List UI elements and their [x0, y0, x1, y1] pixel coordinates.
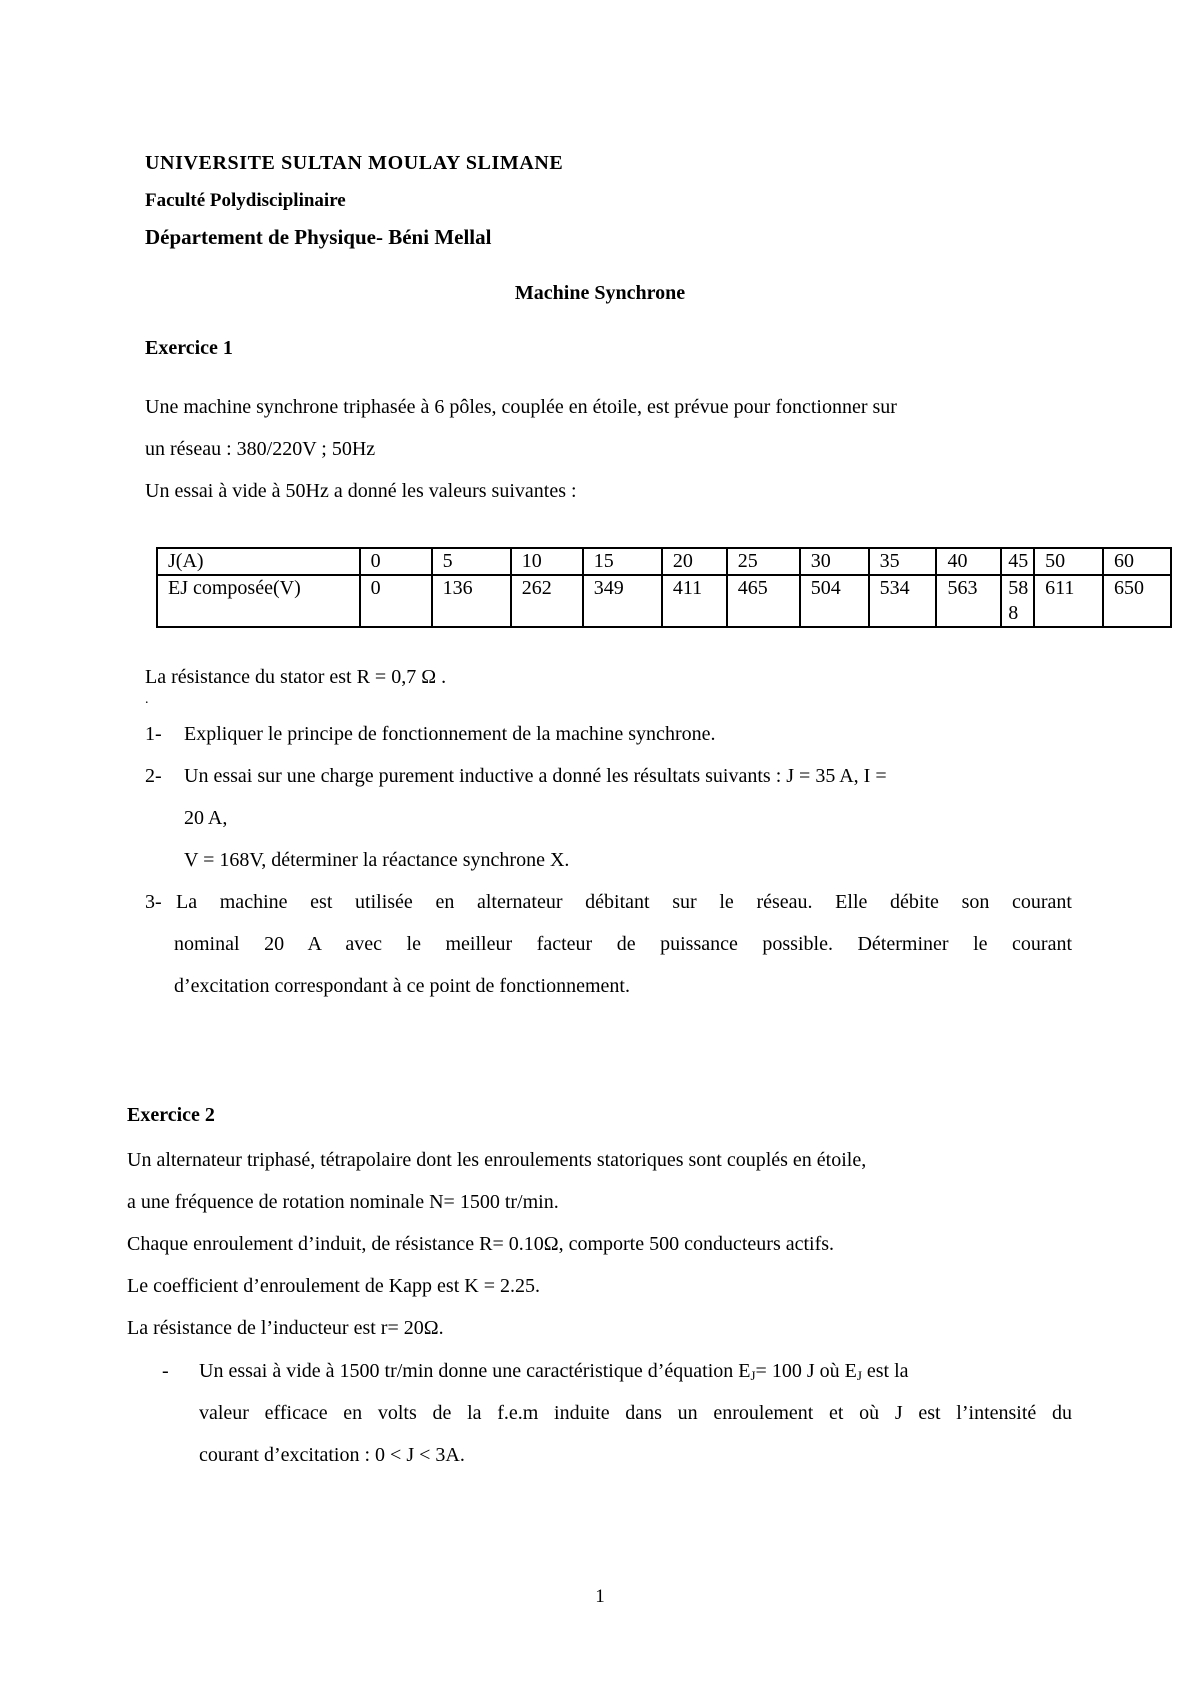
department-name: Département de Physique- Béni Mellal — [145, 225, 492, 249]
subscript-j: J — [750, 1368, 756, 1383]
exercise2-line5: La résistance de l’inducteur est r= 20Ω. — [127, 1317, 444, 1339]
table-cell: 534 — [869, 575, 937, 627]
exercise1-intro-line3: Un essai à vide à 50Hz a donné les valeurs suivantes : — [145, 480, 577, 502]
table-cell: 30 — [800, 548, 869, 575]
exercise1-intro-line1: Une machine synchrone triphasée à 6 pôles, couplée en étoile, est prévue pour fonctionner sur — [145, 396, 897, 418]
table-cell: 563 — [936, 575, 1001, 627]
bullet-line1-part-b: = 100 J où E — [755, 1360, 857, 1382]
exercise2-line2: a une fréquence de rotation nominale N= 1500 tr/min. — [127, 1191, 559, 1213]
bullet-marker: - — [162, 1360, 169, 1382]
table-cell: 40 — [936, 548, 1001, 575]
exercise1-intro-line2: un réseau : 380/220V ; 50Hz — [145, 438, 376, 460]
table-cell: 0 — [360, 548, 432, 575]
table-cell: 136 — [432, 575, 511, 627]
university-name: UNIVERSITE SULTAN MOULAY SLIMANE — [145, 152, 564, 174]
table-header-j: J(A) — [157, 548, 360, 575]
table-cell: 25 — [727, 548, 800, 575]
table-cell: 465 — [727, 575, 800, 627]
table-cell: 0 — [360, 575, 432, 627]
table-cell: 58 8 — [1001, 575, 1034, 627]
bullet-line1-part-c: est la — [861, 1360, 909, 1382]
question-3-line2: nominal 20 A avec le meilleur facteur de puissance possible. Déterminer le courant — [174, 933, 1072, 955]
bullet-line1 — [199, 1357, 1072, 1390]
table-cell: 20 — [662, 548, 727, 575]
table-cell: 50 — [1034, 548, 1103, 575]
question-number: 2- — [145, 765, 162, 787]
table-cell: 504 — [800, 575, 869, 627]
table-cell: 349 — [583, 575, 662, 627]
page-number: 1 — [595, 1586, 605, 1607]
table-cell: 650 — [1103, 575, 1171, 627]
question-3-line3: d’excitation correspondant à ce point de fonctionnement. — [174, 975, 630, 997]
exercise1-title: Exercice 1 — [145, 337, 233, 359]
exercise2-line3: Chaque enroulement d’induit, de résistance R= 0.10Ω, comporte 500 conducteurs actifs. — [127, 1233, 835, 1255]
table-cell: 10 — [511, 548, 583, 575]
exercise2-title: Exercice 2 — [127, 1104, 215, 1126]
question-2-line1: Un essai sur une charge purement inductive a donné les résultats suivants : J = 35 A, I = — [184, 765, 887, 787]
question-number: 3- — [145, 891, 162, 913]
table-cell: 45 — [1001, 548, 1034, 575]
table-cell: 35 — [869, 548, 937, 575]
question-2-line3: V = 168V, déterminer la réactance synchrone X. — [184, 849, 570, 871]
table-cell: 15 — [583, 548, 662, 575]
question-3-line1: La machine est utilisée en alternateur débitant sur le réseau. Elle débite son courant — [176, 891, 1072, 913]
table-cell: 60 — [1103, 548, 1171, 575]
bullet-line3: courant d’excitation : 0 < J < 3A. — [199, 1444, 465, 1466]
table-cell: 611 — [1034, 575, 1103, 627]
question-number: 1- — [145, 723, 162, 745]
bullet-line2: valeur efficace en volts de la f.e.m induite dans un enroulement et où J est l’intensité du — [199, 1402, 1072, 1424]
table-cell: 411 — [662, 575, 727, 627]
stray-dot: . — [145, 692, 149, 707]
exercise2-line1: Un alternateur triphasé, tétrapolaire dont les enroulements statoriques sont couplés en étoile, — [127, 1149, 867, 1171]
no-load-test-table — [156, 547, 1172, 628]
question-1-text: Expliquer le principe de fonctionnement de la machine synchrone. — [184, 723, 716, 745]
faculty-name: Faculté Polydisciplinaire — [145, 190, 346, 211]
table-row-current — [157, 548, 1171, 575]
bullet-line1-part-a: Un essai à vide à 1500 tr/min donne une caractéristique d’équation E — [199, 1360, 751, 1382]
table-cell: 262 — [511, 575, 583, 627]
subscript-j: J — [856, 1368, 862, 1383]
table-header-e: EJ composée(V) — [157, 575, 360, 627]
table-row-emf — [157, 575, 1171, 627]
document-title: Machine Synchrone — [514, 282, 686, 304]
table-cell: 5 — [432, 548, 511, 575]
exercise2-line4: Le coefficient d’enroulement de Kapp est K = 2.25. — [127, 1275, 540, 1297]
question-2-line2: 20 A, — [184, 807, 228, 829]
stator-resistance: La résistance du stator est R = 0,7 Ω . — [145, 666, 447, 688]
